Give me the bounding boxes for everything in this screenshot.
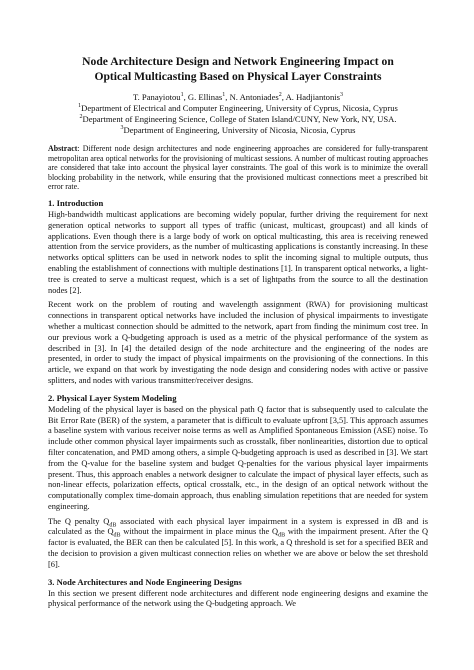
title-line-1: Node Architecture Design and Network Engineering Impact on bbox=[82, 55, 394, 68]
paper-title bbox=[48, 54, 428, 84]
author: A. Hadjiantonis$^3$ bbox=[285, 92, 343, 102]
author: N. Antoniades$^2$, bbox=[229, 92, 286, 102]
paragraph: Recent work on the problem of routing and wavelength assignment (RWA) for provisioning multicast connections in transparent optical networks have included the inclusion of physical impairments to investigate whether a multicast connection should be admitted to the network, apart from finding the minimum cost tree. In our previous work a Q-budgeting approach is used as a metric of the physical performance of the system as described in [3]. In [4] the detailed design of the node architecture and the engineering of the nodes are presented, in order to study the impact of physical impairments on the provisioning of the connections. In this article, we expand on that work by investigating the node design and considering nodes with active or passive splitters, and nodes with various transmitter/receiver designs. bbox=[48, 300, 428, 385]
author: T. Panayiotou$^1$, bbox=[133, 92, 188, 102]
paragraph: The Q penalty $Q_{dB}$ associated with each physical layer impairment in a system is expressed in dB and is calculated as the $Q_{dB}$ without the impairment in place minus the $Q_{dB}$ with the impairment present. After the Q factor is evaluated, the BER can then be calculated [5]. In this work, a Q threshold is set for a specified BER and the decision to provision a given multicast connection relies on whether we are above or below the set threshold [6]. bbox=[48, 516, 428, 569]
author: G. Ellinas$^1$, bbox=[187, 92, 230, 102]
section-heading-introduction: 1. Introduction bbox=[48, 197, 104, 208]
abstract-label: Abstract bbox=[48, 144, 78, 153]
title-line-2: Optical Multicasting Based on Physical Layer Constraints bbox=[94, 70, 382, 83]
affiliation: $^3$Department of Engineering, University of Nicosia, Nicosia, Cyprus bbox=[120, 125, 356, 135]
paragraph: High-bandwidth multicast applications are becoming widely popular, further driving the requirement for next generation optical networks to support all types of traffic (unicast, multicast, groupcast) and all kinds of applications. Even though there is a large body of work on optical multicasting, this area is receiving renewed attention from the service providers, as the number of multicasting applications is constantly increasing. In these networks optical splitters can be used in network nodes to split the incoming signal to multiple outputs, thus enabling the establishment of connections with multiple destinations [1]. In transparent optical networks, a light-tree is created to serve a multicast request, which is a set of lightpaths from the source to all the destination nodes [2]. bbox=[48, 209, 428, 295]
abstract bbox=[48, 144, 428, 192]
paragraph: In this section we present different node architectures and different node engineering designs and examine the physical performance of the network using the Q-budgeting approach. We bbox=[48, 588, 428, 609]
paragraph: Modeling of the physical layer is based on the physical path Q factor that is subsequently used to calculate the Bit Error Rate (BER) of the system, a parameter that is difficult to evaluate upfront [3,5]. This approach assumes a baseline system with various receiver noise terms as well as Amplified Spontaneous Emission (ASE) noise. To include other common physical layer impairments such as crosstalk, fiber nonlinearities, distortion due to optical filter concatenation, and PMD among others, a simple Q-budgeting approach is used as described in [3]. We start from the Q-value for the baseline system and budget Q-penalties for the various physical layer impairments present. Thus, this approach enables a network designer to calculate the impact of physical layer effects, such as non-linear effects, polarization effects, optical crosstalk, etc., in the design of an optical network without the computationally complex time-domain approach, thus enabling simulation repetitions that are needed for system engineering. bbox=[48, 404, 428, 511]
section-heading-node-architectures: 3. Node Architectures and Node Engineering Designs bbox=[48, 576, 242, 587]
affiliation: $^1$Department of Electrical and Computer Engineering, University of Cyprus, Nicosia, Cyprus bbox=[78, 103, 398, 113]
section-heading-physical-layer: 2. Physical Layer System Modeling bbox=[48, 392, 177, 403]
affiliation-list bbox=[48, 103, 428, 136]
author-list bbox=[48, 92, 428, 103]
affiliation: $^2$Department of Engineering Science, College of Staten Island/CUNY, New York, NY, USA. bbox=[79, 114, 397, 124]
abstract-text: : Different node design architectures and node engineering approaches are considered for fully-transparent metropolitan area optical networks for the provisioning of multicast sessions. A number of multicast routing approaches are considered that take into account the physical layer constraints. The goal of this work is to minimize the overall blocking probability in the network, while ensuring that the provisioned multicast connections meet a prescribed bit error rate. bbox=[48, 144, 428, 192]
